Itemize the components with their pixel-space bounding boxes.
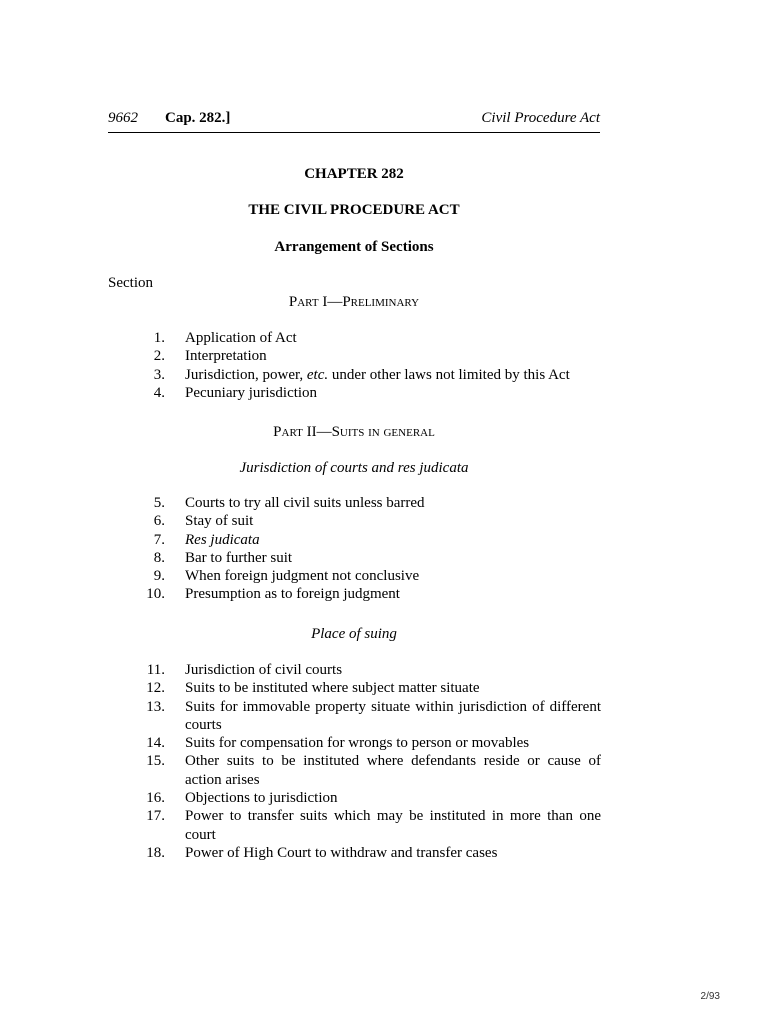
item-number: 17. xyxy=(146,808,165,825)
item-title: Courts to try all civil suits unless barred xyxy=(185,495,425,511)
running-head-act-name: Civil Procedure Act xyxy=(481,110,600,126)
item-number: 15. xyxy=(146,753,165,770)
item-title: Bar to further suit xyxy=(185,549,293,566)
item-title: Jurisdiction of civil courts xyxy=(185,662,343,678)
list-item xyxy=(135,366,601,384)
item-title: Power to transfer suits which may be instituted in more than one court xyxy=(185,808,601,843)
list-item xyxy=(135,585,601,603)
list-item xyxy=(135,661,601,679)
item-title: Interpretation xyxy=(185,348,267,365)
part-1-list xyxy=(135,329,601,402)
item-title: Stay of suit xyxy=(185,513,254,530)
list-item xyxy=(135,789,601,807)
list-item xyxy=(135,807,601,844)
item-title: Presumption as to foreign judgment xyxy=(185,586,400,603)
header-rule xyxy=(108,132,600,133)
running-head-page-number: 9662 xyxy=(108,110,138,126)
item-title: Pecuniary jurisdiction xyxy=(185,384,318,401)
item-number: 16. xyxy=(146,790,165,807)
item-title-part: under other laws not limited by this Act xyxy=(328,366,570,383)
item-number: 7. xyxy=(153,531,165,548)
item-title: Other suits to be instituted where defendants reside or cause of action arises xyxy=(185,753,601,788)
list-item xyxy=(135,734,601,752)
list-item xyxy=(135,347,601,365)
item-number: 14. xyxy=(146,735,165,752)
item-title: Objections to jurisdiction xyxy=(185,790,338,807)
arrangement-heading: Arrangement of Sections xyxy=(274,239,434,255)
list-item xyxy=(135,752,601,789)
item-title: Application of Act xyxy=(185,330,297,346)
item-number: 8. xyxy=(153,549,165,566)
list-item xyxy=(135,531,601,549)
item-number: 18. xyxy=(146,844,165,861)
section-column-label: Section xyxy=(108,275,153,291)
item-title: Suits for immovable property situate within jurisdiction of different courts xyxy=(185,698,601,733)
item-number: 13. xyxy=(146,698,165,715)
item-number: 4. xyxy=(153,384,165,401)
list-item xyxy=(135,384,601,402)
item-number: 11. xyxy=(146,662,165,678)
item-title: Suits for compensation for wrongs to person or movables xyxy=(185,735,530,752)
item-number: 1. xyxy=(153,330,165,346)
item-number: 10. xyxy=(146,586,165,603)
list-item xyxy=(135,698,601,735)
item-title: Res judicata xyxy=(185,531,260,548)
part-1-heading: Part I—Preliminary xyxy=(288,294,420,310)
item-title: Power of High Court to withdraw and transfer cases xyxy=(185,844,498,861)
item-number: 6. xyxy=(153,513,165,530)
list-item xyxy=(135,679,601,697)
running-head xyxy=(108,108,600,128)
part-2-group-1-list xyxy=(135,494,601,604)
item-number: 3. xyxy=(153,366,165,383)
item-number: 5. xyxy=(153,495,165,511)
item-title: Suits to be instituted where subject matter situate xyxy=(185,680,480,697)
page-counter: 2/93 xyxy=(700,991,720,1002)
part-2-heading: Part II—Suits in general xyxy=(273,424,435,440)
list-item xyxy=(135,494,601,512)
item-title xyxy=(185,366,601,384)
item-title: When foreign judgment not conclusive xyxy=(185,568,420,585)
subheading-place-of-suing: Place of suing xyxy=(311,626,397,642)
running-head-cap: Cap. 282.] xyxy=(165,110,231,126)
item-number: 9. xyxy=(153,568,165,585)
item-number: 2. xyxy=(153,348,165,365)
item-title-part: Jurisdiction, power, xyxy=(185,366,307,383)
list-item xyxy=(135,512,601,530)
part-2-group-2-list xyxy=(135,661,601,862)
list-item xyxy=(135,549,601,567)
subheading-jurisdiction: Jurisdiction of courts and res judicata xyxy=(239,460,469,476)
list-item xyxy=(135,844,601,862)
act-title: THE CIVIL PROCEDURE ACT xyxy=(248,202,460,218)
item-number: 12. xyxy=(146,680,165,697)
item-title-emphasis: etc. xyxy=(306,366,329,383)
chapter-heading: CHAPTER 282 xyxy=(304,166,404,182)
list-item xyxy=(135,567,601,585)
list-item xyxy=(135,329,601,347)
